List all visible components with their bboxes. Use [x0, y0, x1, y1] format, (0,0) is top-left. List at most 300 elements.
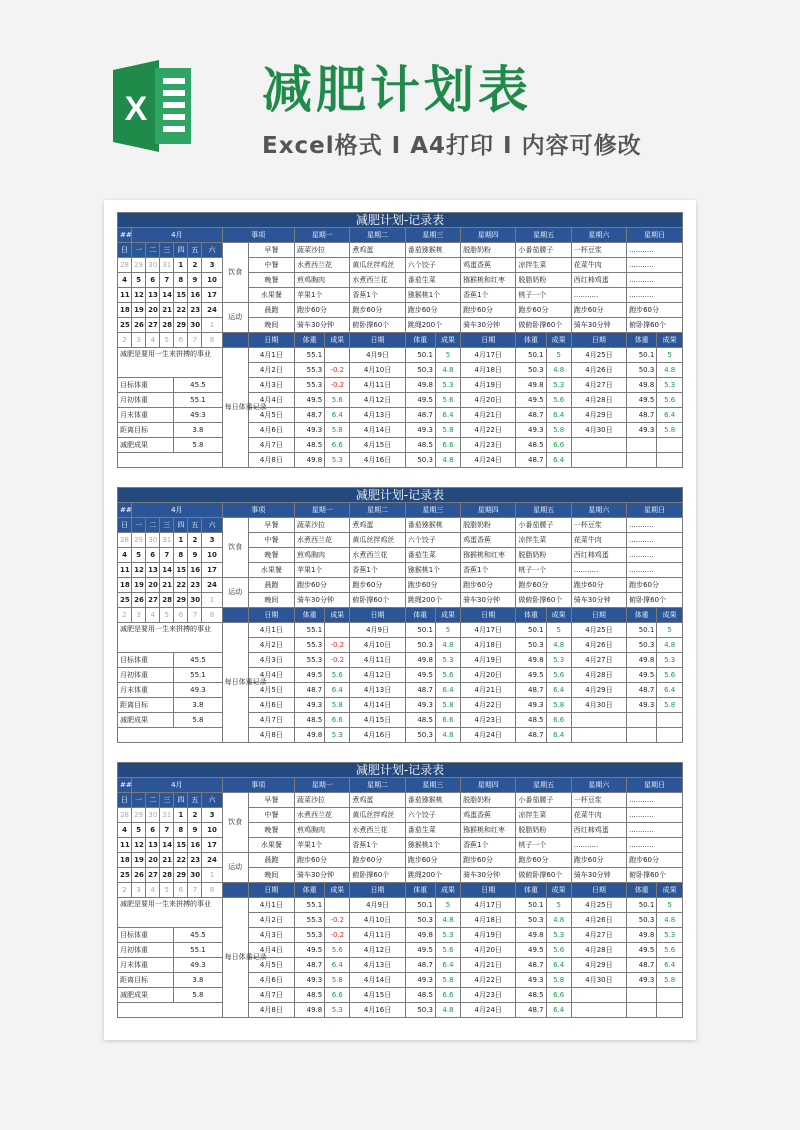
stat-value: 3.8: [174, 698, 222, 713]
plan-cell: 脱脂奶粉: [461, 243, 516, 258]
calendar-day: 3: [202, 808, 222, 823]
record-result: 4.8: [435, 1003, 460, 1018]
calendar-day: 19: [132, 853, 146, 868]
record-weight: 49.5: [627, 943, 657, 958]
record-result: 5.3: [546, 653, 571, 668]
record-result: 6.4: [435, 408, 460, 423]
record-result: 6.4: [546, 1003, 571, 1018]
plan-cell: 猕猴桃1个: [405, 838, 460, 853]
record-date: 4月11日: [350, 653, 405, 668]
record-date: 4月12日: [350, 668, 405, 683]
plan-cell: 俯卧撑60个: [350, 318, 405, 333]
plan-cell: 黄瓜丝拌鸡丝: [350, 258, 405, 273]
record-result: [657, 438, 683, 453]
record-date: 4月18日: [461, 913, 516, 928]
record-result: 5.3: [657, 378, 683, 393]
record-weight: 55.1: [295, 898, 325, 913]
calendar-day: 30: [146, 808, 160, 823]
calendar-day: 1: [174, 808, 188, 823]
record-date: 4月29日: [571, 958, 626, 973]
record-weight: 49.5: [405, 393, 435, 408]
plan-cell: 脱脂奶粉: [461, 518, 516, 533]
calendar-day: 21: [160, 578, 174, 593]
plan-cell: 跑步60分: [295, 303, 350, 318]
record-header-result: 成果: [657, 608, 683, 623]
plan-cell: 水煮西兰花: [295, 533, 350, 548]
calendar-day: 3: [132, 333, 146, 348]
plan-header-day: 星期三: [405, 778, 460, 793]
record-result: 6.6: [325, 713, 350, 728]
record-date: 4月22日: [461, 423, 516, 438]
record-header-result: 成果: [325, 883, 350, 898]
calendar-day: 24: [202, 853, 222, 868]
plan-item-label: 晚间: [248, 868, 294, 883]
calendar-day: 19: [132, 303, 146, 318]
record-weight: 48.7: [516, 408, 546, 423]
plan-cell: 桃子一个: [516, 838, 571, 853]
record-date: 4月29日: [571, 683, 626, 698]
calendar-day: 28: [160, 318, 174, 333]
record-date: 4月27日: [571, 378, 626, 393]
plan-cell: 花菜牛肉: [571, 808, 626, 823]
plan-header-day: 星期日: [627, 778, 683, 793]
record-weight: 49.3: [405, 973, 435, 988]
record-result: 5: [657, 898, 683, 913]
blank-cell: [118, 1003, 223, 1018]
record-date: 4月3日: [248, 378, 294, 393]
record-weight: 48.5: [516, 988, 546, 1003]
plan-header-day: 星期六: [571, 778, 626, 793]
record-result: 6.4: [546, 453, 571, 468]
record-header-date: 日期: [350, 883, 405, 898]
record-weight: 48.5: [295, 438, 325, 453]
calendar-corner: ##: [118, 503, 132, 518]
calendar-day: 1: [174, 533, 188, 548]
record-header-weight: 体重: [295, 608, 325, 623]
plan-cell: 香蕉1个: [350, 288, 405, 303]
calendar-day: 17: [202, 563, 222, 578]
plan-item-label: 中餐: [248, 258, 294, 273]
plan-cell: ...........: [627, 548, 683, 563]
calendar-day: 10: [202, 548, 222, 563]
plan-cell: 做俯卧撑60个: [516, 868, 571, 883]
record-weight: 50.3: [516, 363, 546, 378]
record-result: 6.6: [325, 438, 350, 453]
plan-cell: 跑步60分: [461, 303, 516, 318]
stat-label: 月末体重: [118, 683, 174, 698]
exercise-category: 运动: [222, 578, 248, 608]
record-date: 4月24日: [461, 453, 516, 468]
plan-cell: 一杯豆浆: [571, 793, 626, 808]
record-date: 4月14日: [350, 973, 405, 988]
calendar-day: 21: [160, 853, 174, 868]
record-date: 4月17日: [461, 348, 516, 363]
record-result: 6.4: [546, 683, 571, 698]
plan-cell: 骑车30分钟: [461, 593, 516, 608]
calendar-day: 29: [132, 258, 146, 273]
record-date: 4月27日: [571, 653, 626, 668]
record-result: 6.6: [546, 713, 571, 728]
record-date: 4月24日: [461, 728, 516, 743]
plan-header-day: 星期一: [295, 778, 350, 793]
record-result: [657, 988, 683, 1003]
record-header-weight: 体重: [405, 608, 435, 623]
stat-label: 距离目标: [118, 973, 174, 988]
record-result: [325, 623, 350, 638]
plan-cell: 跑步60分: [571, 578, 626, 593]
record-weight: 48.7: [516, 728, 546, 743]
calendar-day: 13: [146, 838, 160, 853]
calendar-day: 22: [174, 853, 188, 868]
calendar-day: 3: [202, 533, 222, 548]
calendar-day: 2: [118, 333, 132, 348]
record-result: 5.8: [325, 423, 350, 438]
calendar-day: 27: [146, 593, 160, 608]
calendar-day: 15: [174, 288, 188, 303]
plan-cell: 跑步60分: [405, 853, 460, 868]
calendar-day: 7: [160, 273, 174, 288]
record-date: 4月22日: [461, 698, 516, 713]
record-date: 4月7日: [248, 713, 294, 728]
record-weight: 48.5: [516, 713, 546, 728]
plan-header-day: 星期五: [516, 778, 571, 793]
record-weight: 55.3: [295, 378, 325, 393]
plan-cell: ...........: [627, 243, 683, 258]
record-result: 5.8: [657, 973, 683, 988]
record-weight: 48.5: [405, 713, 435, 728]
record-result: 6.4: [435, 683, 460, 698]
plan-cell: 番茄生菜: [405, 273, 460, 288]
record-date: 4月3日: [248, 653, 294, 668]
record-date: 4月20日: [461, 668, 516, 683]
stat-value: 55.1: [174, 943, 222, 958]
record-weight: 55.3: [295, 928, 325, 943]
stat-label: 目标体重: [118, 653, 174, 668]
record-header-result: 成果: [657, 333, 683, 348]
record-result: 5.8: [546, 698, 571, 713]
plan-cell: 跑步60分: [516, 853, 571, 868]
plan-cell: 凉拌生菜: [516, 533, 571, 548]
calendar-day: 30: [188, 868, 202, 883]
calendar-day: 30: [146, 533, 160, 548]
plan-header-day: 星期三: [405, 503, 460, 518]
record-date: 4月20日: [461, 943, 516, 958]
record-date: 4月14日: [350, 698, 405, 713]
record-result: [325, 348, 350, 363]
plan-cell: 番茄猕猴桃: [405, 793, 460, 808]
plan-cell: 苹果1个: [295, 838, 350, 853]
calendar-day: 18: [118, 578, 132, 593]
record-header-weight: 体重: [627, 333, 657, 348]
calendar-day: 28: [160, 593, 174, 608]
record-result: [657, 728, 683, 743]
record-weight: 49.5: [516, 668, 546, 683]
plan-cell: 骑车30分钟: [571, 593, 626, 608]
plan-cell: 一杯豆浆: [571, 518, 626, 533]
record-date: 4月4日: [248, 393, 294, 408]
record-weight: 49.8: [405, 653, 435, 668]
diet-category: 饮食: [222, 243, 248, 303]
record-date: 4月16日: [350, 728, 405, 743]
record-date: 4月19日: [461, 378, 516, 393]
record-date: 4月1日: [248, 898, 294, 913]
record-date: [571, 438, 626, 453]
calendar-day: 8: [202, 608, 222, 623]
plan-cell: 跑步60分: [627, 578, 683, 593]
record-result: 5.3: [325, 453, 350, 468]
calendar-day: 23: [188, 303, 202, 318]
record-header-weight: 体重: [295, 333, 325, 348]
record-date: 4月15日: [350, 988, 405, 1003]
record-result: [657, 1003, 683, 1018]
plan-cell: 花菜牛肉: [571, 258, 626, 273]
calendar-day: 1: [202, 318, 222, 333]
record-weight: 48.7: [627, 683, 657, 698]
plan-header-day: 星期四: [461, 228, 516, 243]
record-weight: 55.3: [295, 638, 325, 653]
plan-cell: 跳绳200个: [405, 593, 460, 608]
record-result: 5.3: [546, 378, 571, 393]
record-weight: 50.3: [627, 913, 657, 928]
stat-label: 减肥成果: [118, 438, 174, 453]
record-date: 4月3日: [248, 928, 294, 943]
record-header-blank: [222, 883, 248, 898]
plan-cell: 桃子一个: [516, 288, 571, 303]
calendar-day: 31: [160, 808, 174, 823]
blank-cell: [118, 728, 223, 743]
record-weight: 49.5: [295, 943, 325, 958]
record-weight: 49.8: [295, 728, 325, 743]
plan-cell: 猕猴桃1个: [405, 288, 460, 303]
plan-cell: 做俯卧撑60个: [516, 593, 571, 608]
plan-cell: 苹果1个: [295, 288, 350, 303]
plan-cell: 跑步60分: [405, 578, 460, 593]
calendar-day: 28: [118, 258, 132, 273]
calendar-day: 13: [146, 288, 160, 303]
calendar-day: 23: [188, 853, 202, 868]
calendar-day: 6: [146, 273, 160, 288]
calendar-day: 9: [188, 823, 202, 838]
plan-header-day: 星期日: [627, 228, 683, 243]
record-date: 4月9日: [350, 348, 405, 363]
calendar-day: 9: [188, 273, 202, 288]
record-result: 5.6: [546, 668, 571, 683]
record-date: 4月23日: [461, 713, 516, 728]
calendar-day: 11: [118, 563, 132, 578]
record-date: 4月26日: [571, 913, 626, 928]
plan-item-label: 晨跑: [248, 303, 294, 318]
record-result: 4.8: [435, 913, 460, 928]
plan-header-day: 星期六: [571, 503, 626, 518]
record-weight: 48.7: [516, 683, 546, 698]
plan-cell: 六个饺子: [405, 533, 460, 548]
record-result: 5: [546, 348, 571, 363]
calendar-day: 20: [146, 853, 160, 868]
plan-cell: 小番茄腰子: [516, 243, 571, 258]
record-weight: [627, 438, 657, 453]
record-result: 4.8: [657, 638, 683, 653]
record-date: 4月19日: [461, 653, 516, 668]
calendar-day: 28: [118, 808, 132, 823]
record-weight: 48.7: [405, 408, 435, 423]
record-date: 4月12日: [350, 943, 405, 958]
record-weight: 50.3: [405, 728, 435, 743]
blank-cell: [118, 453, 223, 468]
record-weight: 49.3: [516, 973, 546, 988]
calendar-day: 19: [132, 578, 146, 593]
record-weight: 49.5: [295, 668, 325, 683]
record-weight: 49.8: [627, 928, 657, 943]
record-weight: 50.1: [516, 623, 546, 638]
weight-plan-table: [117, 212, 683, 468]
record-weight: [627, 1003, 657, 1018]
plan-cell: 一杯豆浆: [571, 243, 626, 258]
record-date: 4月24日: [461, 1003, 516, 1018]
record-weight: 50.3: [516, 638, 546, 653]
record-weight: 49.5: [405, 668, 435, 683]
plan-cell: 香蕉1个: [461, 288, 516, 303]
record-result: -0.2: [325, 928, 350, 943]
calendar-day: 25: [118, 593, 132, 608]
record-weight: 50.1: [405, 348, 435, 363]
stat-value: 45.5: [174, 378, 222, 393]
plan-cell: 黄瓜丝拌鸡丝: [350, 533, 405, 548]
plan-cell: 俯卧撑60个: [350, 868, 405, 883]
record-header-date: 日期: [461, 883, 516, 898]
record-weight: 49.3: [295, 973, 325, 988]
plan-cell: 水煮西兰花: [350, 548, 405, 563]
calendar-day: 24: [202, 578, 222, 593]
exercise-category: 运动: [222, 303, 248, 333]
plan-header-day: 星期五: [516, 228, 571, 243]
record-date: [571, 453, 626, 468]
plan-cell: 跑步60分: [350, 303, 405, 318]
record-date: 4月13日: [350, 408, 405, 423]
plan-header-day: 星期六: [571, 228, 626, 243]
calendar-day: 10: [202, 823, 222, 838]
calendar-day: 8: [174, 823, 188, 838]
record-weight: 49.3: [627, 698, 657, 713]
plan-item-label: 早餐: [248, 793, 294, 808]
calendar-day: 2: [188, 258, 202, 273]
calendar-day: 5: [132, 548, 146, 563]
record-date: 4月6日: [248, 973, 294, 988]
record-date: 4月28日: [571, 943, 626, 958]
weekday-header: 三: [160, 793, 174, 808]
stat-value: 49.3: [174, 958, 222, 973]
weekday-header: 六: [202, 518, 222, 533]
record-header-result: 成果: [435, 608, 460, 623]
record-result: -0.2: [325, 638, 350, 653]
record-weight: 49.3: [516, 698, 546, 713]
plan-cell: 脱脂奶粉: [516, 823, 571, 838]
plan-header-item: 事项: [222, 228, 294, 243]
record-header-result: 成果: [325, 333, 350, 348]
record-date: 4月6日: [248, 698, 294, 713]
record-header-date: 日期: [571, 333, 626, 348]
record-date: 4月22日: [461, 973, 516, 988]
plan-cell: 猕猴桃和红枣: [461, 823, 516, 838]
stat-label: 减肥成果: [118, 988, 174, 1003]
plan-cell: 跑步60分: [295, 853, 350, 868]
plan-header-day: 星期五: [516, 503, 571, 518]
record-date: 4月10日: [350, 363, 405, 378]
record-result: [657, 453, 683, 468]
record-header-date: 日期: [350, 608, 405, 623]
record-weight: 48.7: [627, 408, 657, 423]
stat-value: 55.1: [174, 668, 222, 683]
plan-item-label: 中餐: [248, 533, 294, 548]
record-result: 5: [657, 623, 683, 638]
record-weight: 50.3: [405, 913, 435, 928]
plan-cell: 骑车30分钟: [571, 318, 626, 333]
plan-cell: ...........: [571, 838, 626, 853]
record-weight: 49.5: [627, 668, 657, 683]
plan-cell: 俯卧撑60个: [627, 868, 683, 883]
calendar-day: 29: [174, 593, 188, 608]
record-date: 4月8日: [248, 453, 294, 468]
plan-item-label: 早餐: [248, 518, 294, 533]
record-date: [571, 728, 626, 743]
plan-item-label: 早餐: [248, 243, 294, 258]
record-weight: 50.1: [405, 898, 435, 913]
stat-value: 3.8: [174, 973, 222, 988]
stat-label: 月末体重: [118, 408, 174, 423]
weekday-header: 二: [146, 793, 160, 808]
record-header-date: 日期: [461, 333, 516, 348]
record-result: [325, 898, 350, 913]
logo-letter: X: [124, 90, 148, 128]
record-date: 4月5日: [248, 958, 294, 973]
record-weight: 49.8: [516, 928, 546, 943]
calendar-day: 2: [188, 533, 202, 548]
record-date: 4月25日: [571, 623, 626, 638]
weekday-header: 日: [118, 518, 132, 533]
record-result: 5.8: [546, 423, 571, 438]
plan-cell: 花菜牛肉: [571, 533, 626, 548]
stat-label: 月末体重: [118, 958, 174, 973]
record-header-result: 成果: [435, 883, 460, 898]
calendar-day: 6: [174, 608, 188, 623]
stat-value: 5.8: [174, 713, 222, 728]
record-date: 4月21日: [461, 683, 516, 698]
record-weight: 50.3: [405, 363, 435, 378]
record-weight: 55.1: [295, 348, 325, 363]
plan-cell: 跑步60分: [461, 578, 516, 593]
record-weight: 49.3: [627, 973, 657, 988]
record-header-weight: 体重: [516, 883, 546, 898]
record-weight: 50.3: [405, 638, 435, 653]
record-result: 5.6: [325, 393, 350, 408]
record-header-result: 成果: [435, 333, 460, 348]
calendar-day: 12: [132, 838, 146, 853]
record-result: 5: [435, 898, 460, 913]
record-result: 5.3: [435, 653, 460, 668]
plan-cell: 煮鸡蛋: [350, 243, 405, 258]
calendar-day: 7: [160, 548, 174, 563]
record-result: 5.6: [657, 668, 683, 683]
record-date: 4月18日: [461, 638, 516, 653]
plan-cell: 香蕉1个: [350, 838, 405, 853]
record-header-result: 成果: [546, 883, 571, 898]
calendar-day: 22: [174, 303, 188, 318]
record-date: 4月7日: [248, 438, 294, 453]
record-result: 4.8: [657, 913, 683, 928]
calendar-day: 5: [160, 883, 174, 898]
record-header-result: 成果: [657, 883, 683, 898]
sheet-title: 减肥计划-记录表: [118, 213, 683, 228]
daily-record-label: 每日体重记录: [222, 898, 248, 1018]
